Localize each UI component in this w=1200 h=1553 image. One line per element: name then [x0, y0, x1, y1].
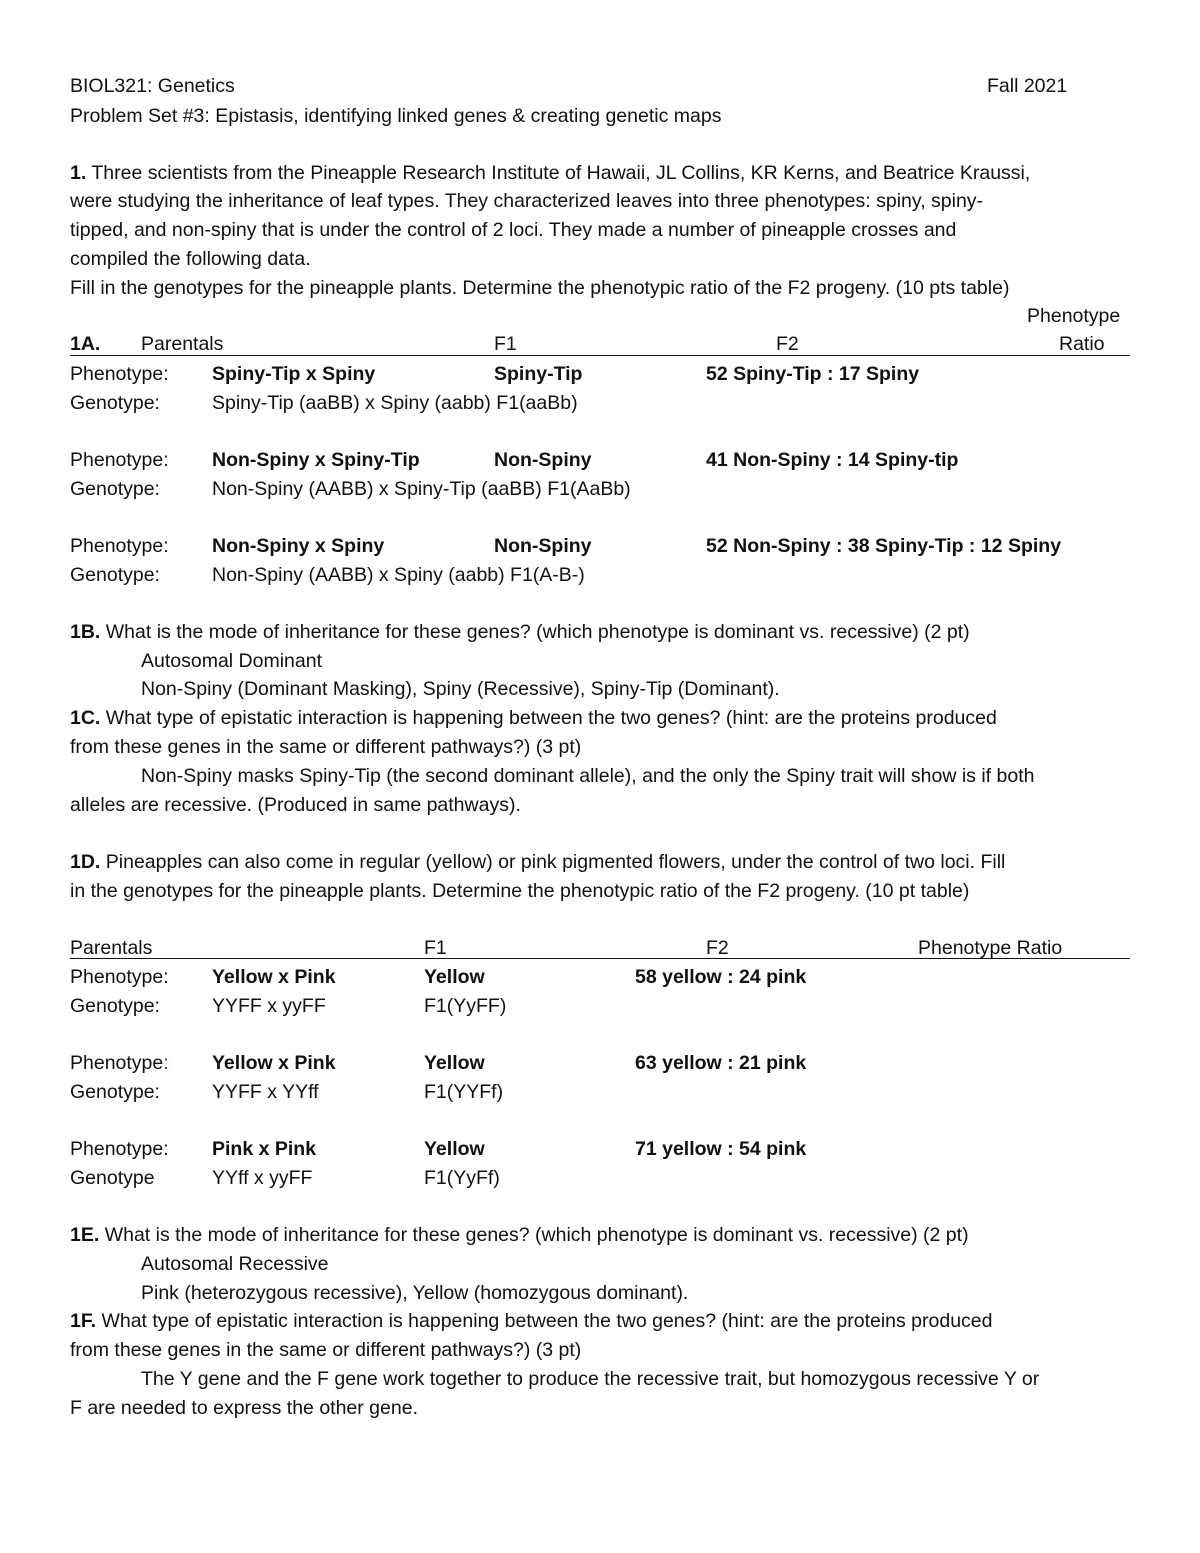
table1-col-ratio-2: Ratio — [1059, 333, 1105, 355]
t1-row3-gt-label: Genotype: — [70, 564, 160, 586]
t1-row3-f2: 52 Non-Spiny : 38 Spiny-Tip : 12 Spiny — [706, 535, 1062, 557]
t2-row2-ph-label: Phenotype: — [70, 1052, 169, 1074]
t2-row3-f1: Yellow — [424, 1138, 485, 1160]
t2-row1-f1: Yellow — [424, 966, 485, 988]
q1-line-5: Fill in the genotypes for the pineapple plants. Determine the phenotypic ratio of the F2 progeny. (10 pts table) — [70, 277, 1010, 299]
t2-row2-cross: Yellow x Pink — [212, 1052, 336, 1074]
course-title: BIOL321: Genetics — [70, 75, 235, 97]
t1-row2-gt-label: Genotype: — [70, 478, 160, 500]
t2-row1-genotype: YYFF x yyFF — [212, 995, 326, 1017]
t1-row1-ph-label: Phenotype: — [70, 363, 169, 385]
t2-row2-f1-genotype: F1(YYFf) — [424, 1081, 504, 1103]
q1c-answer-1: Non-Spiny masks Spiny-Tip (the second dominant allele), and the only the Spiny trait will show is if both — [141, 765, 1035, 787]
t2-row2-genotype: YYFF x YYff — [212, 1081, 319, 1103]
t2-row3-genotype: YYff x yyFF — [212, 1167, 313, 1189]
q1e-question: 1E. What is the mode of inheritance for these genes? (which phenotype is dominant vs. recessive) (2 pt) — [70, 1224, 969, 1246]
t2-row3-f2: 71 yellow : 54 pink — [635, 1138, 807, 1160]
t2-row2-f2: 63 yellow : 21 pink — [635, 1052, 807, 1074]
table1-col-ratio-1: Phenotype — [1027, 305, 1121, 327]
q1c-answer-2: alleles are recessive. (Produced in same pathways). — [70, 794, 521, 816]
q1c-question-2: from these genes in the same or different pathways?) (3 pt) — [70, 736, 582, 758]
q1-number: 1. — [70, 162, 87, 184]
t1-row3-cross: Non-Spiny x Spiny — [212, 535, 385, 557]
table1-col-parentals: Parentals — [141, 333, 224, 355]
q1f-question-1: 1F. What type of epistatic interaction is happening between the two genes? (hint: are the proteins produced — [70, 1310, 993, 1332]
q1d-question-2: in the genotypes for the pineapple plants. Determine the phenotypic ratio of the F2 progeny. (10 pt table) — [70, 880, 970, 902]
t1-row3-ph-label: Phenotype: — [70, 535, 169, 557]
t1-row1-genotype: Spiny-Tip (aaBB) x Spiny (aabb) F1(aaBb) — [212, 392, 578, 414]
q1-line-4: compiled the following data. — [70, 248, 311, 270]
t2-row3-ph-label: Phenotype: — [70, 1138, 169, 1160]
table2-col-f1: F1 — [424, 937, 447, 959]
table1-header-underline — [70, 355, 1130, 356]
q1f-answer-2: F are needed to express the other gene. — [70, 1397, 418, 1419]
q1b-question: 1B. What is the mode of inheritance for these genes? (which phenotype is dominant vs. recessive) (2 pt) — [70, 621, 970, 643]
q1-line-1: 1. Three scientists from the Pineapple Research Institute of Hawaii, JL Collins, KR Kerns, and Beatrice Kraussi, — [70, 162, 1031, 184]
t1-row2-f1: Non-Spiny — [494, 449, 592, 471]
table1-col-f2: F2 — [776, 333, 799, 355]
q1b-answer-2: Non-Spiny (Dominant Masking), Spiny (Recessive), Spiny-Tip (Dominant). — [141, 678, 780, 700]
table1-label: 1A. — [70, 333, 101, 355]
t2-row3-cross: Pink x Pink — [212, 1138, 317, 1160]
t2-row3-gt-label: Genotype — [70, 1167, 155, 1189]
t1-row1-f1: Spiny-Tip — [494, 363, 583, 385]
table2-col-f2: F2 — [706, 937, 729, 959]
q1d-question-1: 1D. Pineapples can also come in regular (yellow) or pink pigmented flowers, under the control of two loci. Fill — [70, 851, 1006, 873]
table2-col-parentals: Parentals — [70, 937, 153, 959]
q1c-question-1: 1C. What type of epistatic interaction is happening between the two genes? (hint: are the proteins produced — [70, 707, 997, 729]
table1-col-f1: F1 — [494, 333, 517, 355]
q1b-answer-1: Autosomal Dominant — [141, 650, 323, 672]
q1f-answer-1: The Y gene and the F gene work together to produce the recessive trait, but homozygous recessive Y or — [141, 1368, 1040, 1390]
table2-col-ratio: Phenotype Ratio — [918, 937, 1063, 959]
q1-line-3: tipped, and non-spiny that is under the control of 2 loci. They made a number of pineapple crosses and — [70, 219, 957, 241]
t2-row1-f1-genotype: F1(YyFF) — [424, 995, 507, 1017]
t2-row1-ph-label: Phenotype: — [70, 966, 169, 988]
q1e-answer-2: Pink (heterozygous recessive), Yellow (homozygous dominant). — [141, 1282, 689, 1304]
t1-row3-genotype: Non-Spiny (AABB) x Spiny (aabb) F1(A-B-) — [212, 564, 585, 586]
t2-row2-ph-colon: : — [163, 1052, 169, 1074]
t2-row1-gt-label: Genotype: — [70, 995, 160, 1017]
t1-row3-f1: Non-Spiny — [494, 535, 592, 557]
t2-row2-f1: Yellow — [424, 1052, 485, 1074]
problem-set-title: Problem Set #3: Epistasis, identifying linked genes & creating genetic maps — [70, 105, 722, 127]
q1f-question-2: from these genes in the same or different pathways?) (3 pt) — [70, 1339, 582, 1361]
t2-row3-f1-genotype: F1(YyFf) — [424, 1167, 500, 1189]
t2-row1-f2: 58 yellow : 24 pink — [635, 966, 807, 988]
t2-row1-cross: Yellow x Pink — [212, 966, 336, 988]
q1e-answer-1: Autosomal Recessive — [141, 1253, 329, 1275]
t1-row2-cross: Non-Spiny x Spiny-Tip — [212, 449, 420, 471]
t1-row2-genotype: Non-Spiny (AABB) x Spiny-Tip (aaBB) F1(AaBb) — [212, 478, 631, 500]
t1-row2-f2: 41 Non-Spiny : 14 Spiny-tip — [706, 449, 959, 471]
t2-row2-gt-label: Genotype: — [70, 1081, 160, 1103]
t1-row1-cross: Spiny-Tip x Spiny — [212, 363, 376, 385]
t1-row2-ph-label: Phenotype: — [70, 449, 169, 471]
q1-line-2: were studying the inheritance of leaf types. They characterized leaves into three phenotypes: spiny, spiny- — [70, 190, 984, 212]
term: Fall 2021 — [987, 75, 1068, 97]
t1-row1-f2: 52 Spiny-Tip : 17 Spiny — [706, 363, 920, 385]
t1-row1-gt-label: Genotype: — [70, 392, 160, 414]
